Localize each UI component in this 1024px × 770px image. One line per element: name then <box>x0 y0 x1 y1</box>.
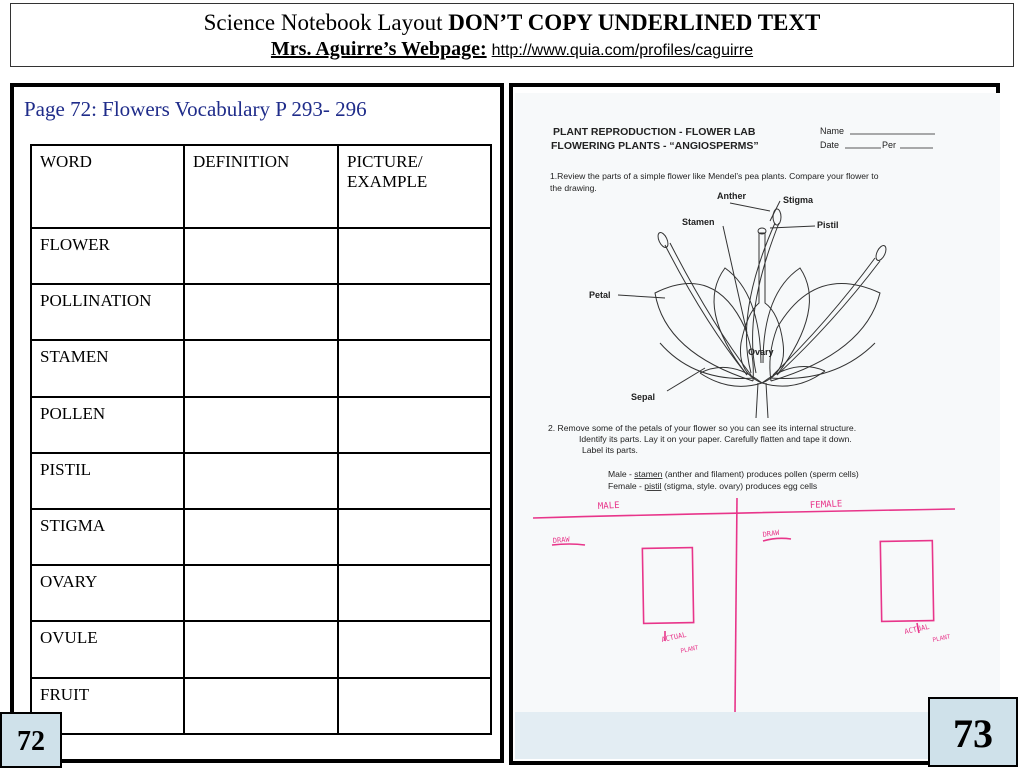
label-sepal: Sepal <box>631 392 656 402</box>
hand-male: MALE <box>597 500 620 512</box>
label-pistil: Pistil <box>817 220 839 230</box>
label-stigma: Stigma <box>783 195 814 205</box>
hand-draw-left: DRAW <box>552 535 570 545</box>
label-petal: Petal <box>589 290 611 300</box>
female-line: Female - pistil (stigma, style. ovary) produces egg cells <box>608 481 818 491</box>
page-number-73: 73 <box>928 697 1018 767</box>
definition-cell[interactable] <box>184 678 338 734</box>
definition-cell[interactable] <box>184 284 338 340</box>
worksheet-edge <box>515 712 931 759</box>
vocab-word: PISTIL <box>31 453 184 509</box>
picture-example-cell[interactable] <box>338 340 491 396</box>
definition-cell[interactable] <box>184 509 338 565</box>
picture-example-cell[interactable] <box>338 621 491 677</box>
picture-example-cell[interactable] <box>338 228 491 284</box>
label-stamen: Stamen <box>682 217 715 227</box>
label-anther: Anther <box>717 191 746 201</box>
vocab-word: STAMEN <box>31 340 184 396</box>
worksheet-drawing <box>515 93 1000 713</box>
table-header-row <box>31 145 491 228</box>
name-label: Name <box>820 126 845 136</box>
date-label: Date <box>820 140 840 150</box>
column-header: DEFINITION <box>184 145 338 228</box>
definition-cell[interactable] <box>184 228 338 284</box>
webpage-label: Mrs. Aguirre’s Webpage: <box>270 38 487 60</box>
page-number-72: 72 <box>0 712 62 768</box>
picture-example-cell[interactable] <box>338 509 491 565</box>
instruction-2-line-2: Identify its parts. Lay it on your paper. Carefully flatten and tape it down. <box>579 434 852 444</box>
label-ovary: Ovary <box>748 347 774 357</box>
instruction-2-line-3: Label its parts. <box>582 445 638 455</box>
hand-actual-left: ACTUAL <box>660 630 688 644</box>
definition-cell[interactable] <box>184 621 338 677</box>
webpage-link[interactable]: http://www.quia.com/profiles/caguirre <box>491 42 754 59</box>
header-title-bold: DON’T COPY UNDERLINED TEXT <box>448 10 821 35</box>
picture-example-cell[interactable] <box>338 284 491 340</box>
definition-cell[interactable] <box>184 453 338 509</box>
table-row <box>31 565 491 621</box>
vocab-word: OVULE <box>31 621 184 677</box>
hand-plant-right: PLANT <box>931 633 952 644</box>
picture-example-cell[interactable] <box>338 565 491 621</box>
instruction-1-line-1: 1.Review the parts of a simple flower like Mendel’s pea plants. Compare your flower to <box>550 171 879 181</box>
worksheet-title-1: PLANT REPRODUCTION - FLOWER LAB <box>553 126 756 138</box>
definition-cell[interactable] <box>184 340 338 396</box>
page-title: Page 72: Flowers Vocabulary P 293- 296 <box>24 97 367 121</box>
vocab-word: FRUIT <box>31 678 184 734</box>
definition-cell[interactable] <box>184 397 338 453</box>
table-row <box>31 397 491 453</box>
hand-female: FEMALE <box>809 499 843 511</box>
table-row <box>31 621 491 677</box>
column-header: WORD <box>31 145 184 228</box>
hand-plant-left: PLANT <box>679 644 700 655</box>
header-title <box>11 10 1013 36</box>
left-notebook-page <box>10 83 504 763</box>
picture-example-cell[interactable] <box>338 397 491 453</box>
definition-cell[interactable] <box>184 565 338 621</box>
flower-diagram <box>618 201 888 418</box>
table-row <box>31 284 491 340</box>
header-banner <box>10 3 1014 67</box>
hand-actual-right: ACTUAL <box>903 622 931 636</box>
vocab-word: POLLINATION <box>31 284 184 340</box>
vocabulary-table <box>30 144 492 735</box>
table-row <box>31 228 491 284</box>
vocab-word: POLLEN <box>31 397 184 453</box>
table-row <box>31 509 491 565</box>
table-row <box>31 340 491 396</box>
vocab-word: FLOWER <box>31 228 184 284</box>
hand-draw-right: DRAW <box>762 528 780 539</box>
table-row <box>31 678 491 734</box>
header-title-prefix: Science Notebook Layout <box>203 10 443 35</box>
vocab-word: OVARY <box>31 565 184 621</box>
picture-example-cell[interactable] <box>338 453 491 509</box>
table-row <box>31 453 491 509</box>
per-label: Per <box>882 140 897 150</box>
picture-example-cell[interactable] <box>338 678 491 734</box>
column-header: PICTURE/ EXAMPLE <box>338 145 491 228</box>
header-webpage <box>11 36 1013 64</box>
vocab-word: STIGMA <box>31 509 184 565</box>
instruction-1-line-2: the drawing. <box>550 183 597 193</box>
worksheet-scan <box>515 93 1000 713</box>
instruction-2-line-1: 2. Remove some of the petals of your flower so you can see its internal structure. <box>548 423 857 433</box>
handwritten-lines <box>533 498 955 713</box>
male-line: Male - stamen (anther and filament) produces pollen (sperm cells) <box>608 469 859 479</box>
worksheet-title-2: FLOWERING PLANTS - “ANGIOSPERMS” <box>551 140 759 152</box>
